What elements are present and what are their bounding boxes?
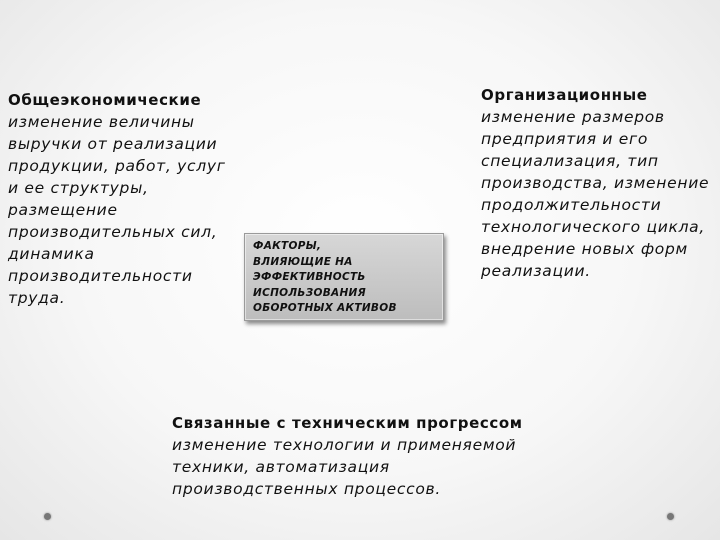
- factor-organizational: [481, 84, 711, 282]
- factor-general-economic-text: изменение величины выручки от реализации продукции, работ, услуг и ее структуры, размещение производительных сил, динамика производительности труда.: [8, 113, 226, 307]
- factor-general-economic-heading: Общеэкономические: [8, 91, 202, 109]
- factor-general-economic: [8, 89, 238, 309]
- factor-technical-progress-text: изменение технологии и применяемой техники, автоматизация производственных процессов.: [172, 436, 517, 498]
- decorative-dot-left: [44, 513, 51, 520]
- factor-technical-progress: [172, 412, 532, 500]
- factor-organizational-heading: Организационные: [481, 86, 648, 104]
- decorative-dot-right: [667, 513, 674, 520]
- central-factors-title: ФАКТОРЫ, ВЛИЯЮЩИЕ НА ЭФФЕКТИВНОСТЬ ИСПОЛЬЗОВАНИЯ ОБОРОТНЫХ АКТИВОВ: [253, 240, 397, 314]
- factor-organizational-text: изменение размеров предприятия и его специализация, тип производства, изменение продолжительности технологического цикла, внедрение новых форм реализации.: [481, 108, 710, 280]
- factor-technical-progress-heading: Связанные с техническим прогрессом: [172, 414, 523, 432]
- central-factors-box: [244, 233, 444, 321]
